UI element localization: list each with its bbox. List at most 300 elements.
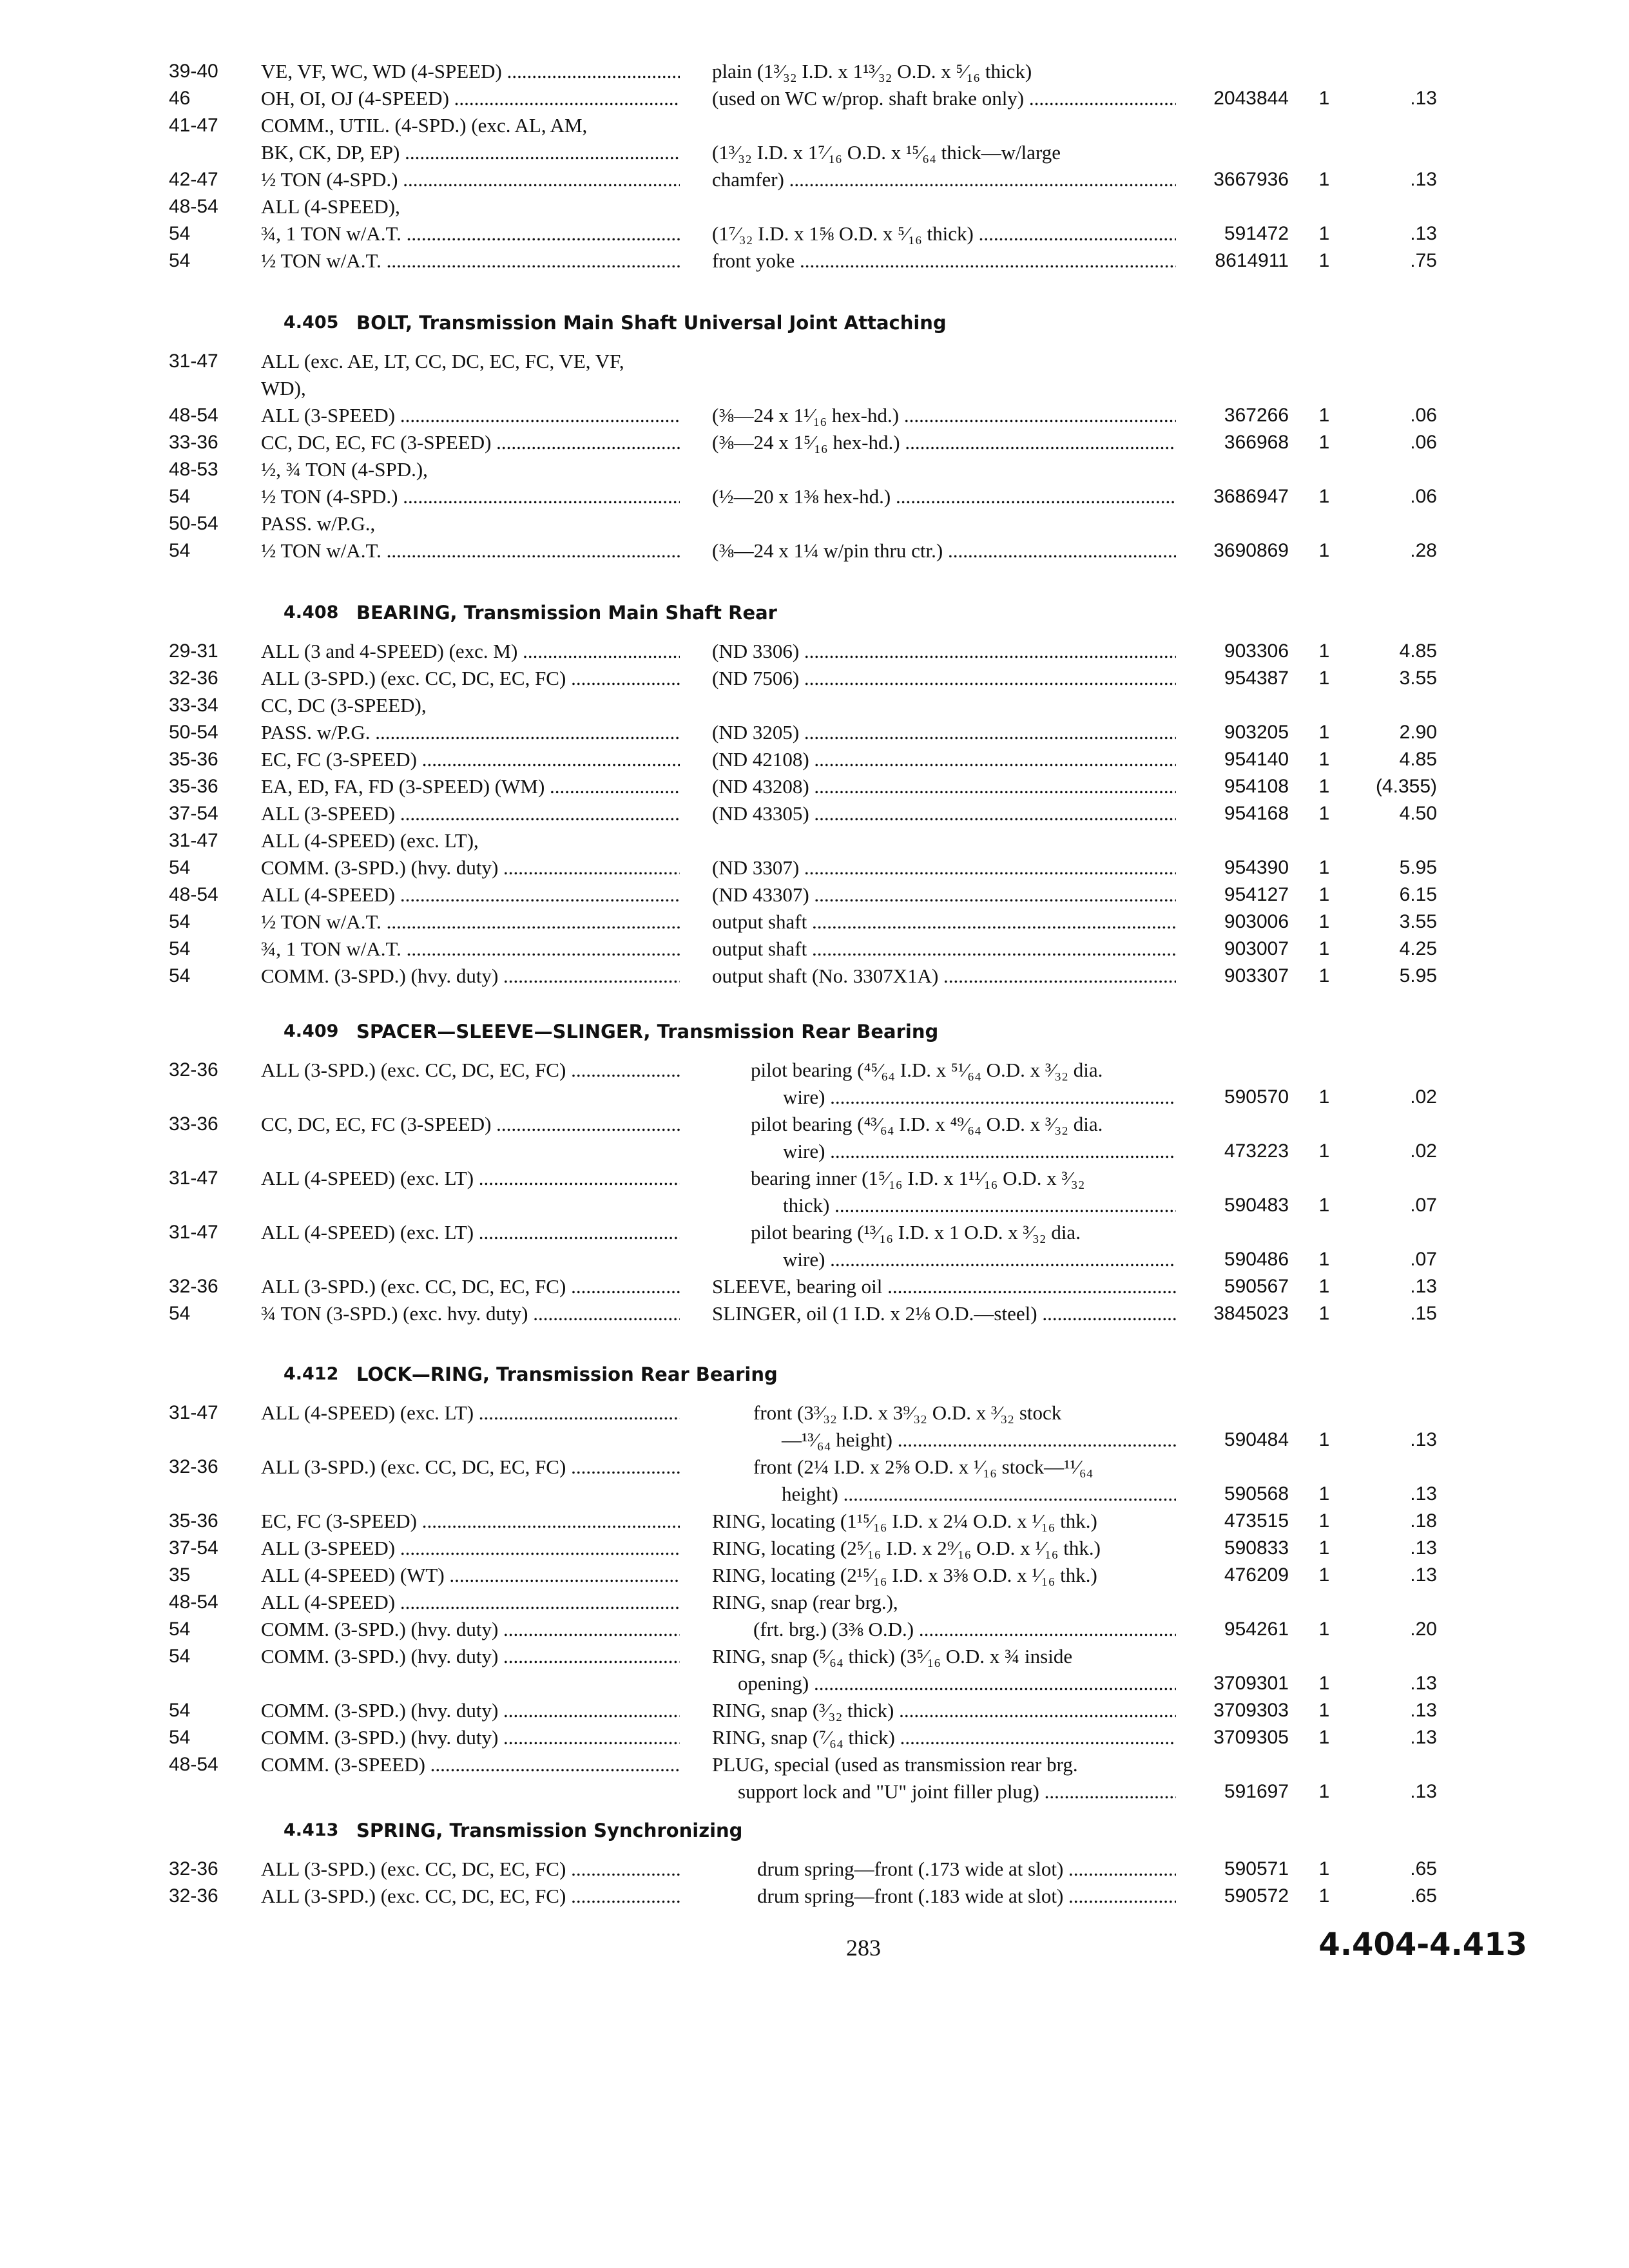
part-number-cell: 473515: [1224, 1510, 1289, 1532]
quantity-cell: 1: [1318, 1700, 1330, 1721]
price-cell: 5.95: [1399, 857, 1437, 878]
section-heading: [0, 598, 1629, 628]
part-number-cell: 903306: [1224, 640, 1289, 662]
price-cell: (4.355): [1375, 776, 1437, 797]
parts-row: [0, 1724, 1629, 1751]
parts-row: [0, 193, 1629, 220]
year-cell: 54: [169, 1619, 191, 1640]
year-cell: 31-47: [169, 1402, 218, 1423]
description-cell: wire) .....: [712, 1138, 1176, 1165]
quantity-cell: 1: [1318, 938, 1330, 959]
parts-row: [0, 936, 1629, 963]
price-cell: .02: [1410, 1140, 1437, 1162]
description-cell: plain (1³⁄₃₂ I.D. x 1¹³⁄₃₂ O.D. x ⁵⁄₁₆ thick): [712, 60, 1032, 82]
price-cell: .13: [1410, 1483, 1437, 1504]
parts-row: [0, 483, 1629, 510]
parts-row: [0, 1246, 1629, 1273]
parts-row: [0, 1273, 1629, 1300]
year-cell: 29-31: [169, 640, 218, 662]
model-cell: ½ TON w/A.T. .....: [261, 537, 680, 564]
description-cell: opening) .....: [712, 1670, 1176, 1697]
description-cell: (ND 43305) .....: [712, 800, 1176, 827]
price-cell: .07: [1410, 1249, 1437, 1270]
price-cell: .06: [1410, 405, 1437, 426]
quantity-cell: 1: [1318, 432, 1330, 453]
parts-row: [0, 85, 1629, 112]
year-cell: 54: [169, 857, 191, 878]
part-number-cell: 590570: [1224, 1086, 1289, 1108]
model-cell: ALL (exc. AE, LT, CC, DC, EC, FC, VE, VF,: [261, 350, 624, 372]
parts-row: [0, 375, 1629, 402]
part-number-cell: 3686947: [1213, 486, 1289, 507]
quantity-cell: 1: [1318, 1086, 1330, 1108]
part-number-cell: 590567: [1224, 1276, 1289, 1297]
description-cell: chamfer) .....: [712, 166, 1176, 193]
model-cell: COMM. (3-SPEED) .....: [261, 1751, 680, 1778]
description-cell: output shaft .....: [712, 908, 1176, 936]
part-number-cell: 3690869: [1213, 540, 1289, 561]
year-cell: 31-47: [169, 1222, 218, 1243]
model-cell: PASS. w/P.G.,: [261, 512, 376, 535]
description-cell: (ND 43208) .....: [712, 773, 1176, 800]
price-cell: .13: [1410, 1700, 1437, 1721]
model-cell: ALL (3-SPEED) .....: [261, 402, 680, 429]
quantity-cell: 1: [1318, 1564, 1330, 1586]
parts-row: [0, 773, 1629, 800]
year-cell: 32-36: [169, 1276, 218, 1297]
year-cell: 32-36: [169, 668, 218, 689]
parts-row: [0, 1138, 1629, 1165]
description-cell: (ND 43307) .....: [712, 881, 1176, 908]
parts-row: [0, 1300, 1629, 1327]
price-cell: .02: [1410, 1086, 1437, 1108]
part-number-cell: 8614911: [1215, 250, 1289, 271]
model-cell: EC, FC (3-SPEED) .....: [261, 746, 680, 773]
model-cell: COMM. (3-SPD.) (hvy. duty) .....: [261, 1643, 680, 1670]
section-number: 4.412: [284, 1364, 339, 1384]
price-cell: .28: [1410, 540, 1437, 561]
price-cell: 3.55: [1399, 668, 1437, 689]
section-heading: [0, 1017, 1629, 1046]
part-number-cell: 903006: [1224, 911, 1289, 932]
parts-row: [0, 456, 1629, 483]
parts-row: [0, 429, 1629, 456]
part-number-cell: 954261: [1224, 1619, 1289, 1640]
model-cell: ALL (3-SPD.) (exc. CC, DC, EC, FC) .....: [261, 1454, 680, 1481]
parts-row: [0, 1856, 1629, 1883]
description-cell: RING, snap (rear brg.),: [712, 1591, 898, 1613]
year-cell: 54: [169, 1646, 191, 1667]
year-cell: 31-47: [169, 1168, 218, 1189]
price-cell: .07: [1410, 1195, 1437, 1216]
quantity-cell: 1: [1318, 911, 1330, 932]
year-cell: 54: [169, 911, 191, 932]
price-cell: .13: [1410, 1276, 1437, 1297]
description-cell: front yoke .....: [712, 247, 1176, 274]
section-title: SPACER—SLEEVE—SLINGER, Transmission Rear Bearing: [356, 1021, 939, 1043]
part-number-cell: 954168: [1224, 803, 1289, 824]
description-cell: drum spring—front (.183 wide at slot) .....: [712, 1883, 1176, 1910]
part-number-cell: 2043844: [1213, 88, 1289, 109]
description-cell: SLEEVE, bearing oil .....: [712, 1273, 1176, 1300]
price-cell: .13: [1410, 1727, 1437, 1748]
price-cell: .18: [1410, 1510, 1437, 1532]
quantity-cell: 1: [1318, 1249, 1330, 1270]
section-number: 4.405: [284, 312, 339, 332]
parts-row: [0, 58, 1629, 85]
section-title: SPRING, Transmission Synchronizing: [356, 1820, 743, 1841]
model-cell: ¾, 1 TON w/A.T. .....: [261, 220, 680, 247]
part-number-cell: 367266: [1224, 405, 1289, 426]
year-cell: 35-36: [169, 1510, 218, 1532]
parts-row: [0, 1535, 1629, 1562]
section-number: 4.408: [284, 602, 339, 622]
quantity-cell: 1: [1318, 640, 1330, 662]
quantity-cell: 1: [1318, 1537, 1330, 1559]
part-number-cell: 590486: [1224, 1249, 1289, 1270]
quantity-cell: 1: [1318, 1510, 1330, 1532]
part-number-cell: 590571: [1224, 1858, 1289, 1879]
year-cell: 33-36: [169, 432, 218, 453]
parts-row: [0, 963, 1629, 990]
section-heading: [0, 1360, 1629, 1389]
description-cell: PLUG, special (used as transmission rear brg.: [712, 1753, 1078, 1776]
part-number-cell: 3667936: [1213, 169, 1289, 190]
description-cell: pilot bearing (⁴³⁄₆₄ I.D. x ⁴⁹⁄₆₄ O.D. x ³⁄₃₂ dia.: [751, 1113, 1103, 1135]
parts-row: [0, 1165, 1629, 1192]
year-cell: 54: [169, 1700, 191, 1721]
model-cell: ALL (4-SPEED) (exc. LT) .....: [261, 1219, 680, 1246]
model-cell: ½ TON (4-SPD.) .....: [261, 483, 680, 510]
year-cell: 33-36: [169, 1113, 218, 1135]
model-cell: COMM. (3-SPD.) (hvy. duty) .....: [261, 1616, 680, 1643]
parts-row: [0, 1111, 1629, 1138]
quantity-cell: 1: [1318, 1858, 1330, 1879]
quantity-cell: 1: [1318, 1727, 1330, 1748]
parts-row: [0, 348, 1629, 375]
model-cell: COMM. (3-SPD.) (hvy. duty) .....: [261, 963, 680, 990]
quantity-cell: 1: [1318, 857, 1330, 878]
year-cell: 48-54: [169, 405, 218, 426]
description-cell: (ND 7506) .....: [712, 665, 1176, 692]
description-cell: RING, snap (³⁄₃₂ thick) .....: [712, 1697, 1176, 1724]
model-cell: ¾ TON (3-SPD.) (exc. hvy. duty) .....: [261, 1300, 680, 1327]
part-number-cell: 590484: [1224, 1429, 1289, 1450]
description-cell: (1⁷⁄₃₂ I.D. x 1⅝ O.D. x ⁵⁄₁₆ thick) .....: [712, 220, 1176, 247]
model-cell: ½ TON w/A.T. .....: [261, 247, 680, 274]
year-cell: 48-54: [169, 884, 218, 905]
description-cell: wire) .....: [712, 1084, 1176, 1111]
model-cell: CC, DC (3-SPEED),: [261, 694, 427, 716]
parts-row: [0, 1481, 1629, 1508]
parts-row: [0, 1084, 1629, 1111]
part-number-cell: 903307: [1224, 965, 1289, 986]
description-cell: RING, snap (⁵⁄₆₄ thick) (3⁵⁄₁₆ O.D. x ¾ inside: [712, 1645, 1073, 1667]
price-cell: .13: [1410, 1429, 1437, 1450]
price-cell: .15: [1410, 1303, 1437, 1324]
year-cell: 37-54: [169, 1537, 218, 1559]
parts-row: [0, 1670, 1629, 1697]
model-cell: BK, CK, DP, EP) .....: [261, 139, 680, 166]
section-range: 4.404-4.413: [1318, 1927, 1527, 1963]
model-cell: ¾, 1 TON w/A.T. .....: [261, 936, 680, 963]
description-cell: (ND 3205) .....: [712, 719, 1176, 746]
description-cell: wire) .....: [712, 1246, 1176, 1273]
model-cell: ALL (4-SPEED) (WT) .....: [261, 1562, 680, 1589]
quantity-cell: 1: [1318, 540, 1330, 561]
year-cell: 50-54: [169, 513, 218, 534]
model-cell: CC, DC, EC, FC (3-SPEED) .....: [261, 429, 680, 456]
year-cell: 54: [169, 965, 191, 986]
part-number-cell: 954108: [1224, 776, 1289, 797]
parts-row: [0, 854, 1629, 881]
parts-row: [0, 800, 1629, 827]
year-cell: 32-36: [169, 1885, 218, 1907]
year-cell: 35: [169, 1564, 191, 1586]
price-cell: 3.55: [1399, 911, 1437, 932]
description-cell: front (3³⁄₃₂ I.D. x 3⁹⁄₃₂ O.D. x ³⁄₃₂ stock: [753, 1401, 1062, 1424]
section-number: 4.409: [284, 1021, 339, 1041]
part-number-cell: 954127: [1224, 884, 1289, 905]
part-number-cell: 3709305: [1213, 1727, 1289, 1748]
description-cell: (ND 3307) .....: [712, 854, 1176, 881]
part-number-cell: 3845023: [1213, 1303, 1289, 1324]
page-number: 283: [846, 1935, 881, 1961]
price-cell: .65: [1410, 1858, 1437, 1879]
description-cell: (frt. brg.) (3⅜ O.D.) .....: [712, 1616, 1176, 1643]
model-cell: ALL (3-SPEED) .....: [261, 1535, 680, 1562]
price-cell: 4.25: [1399, 938, 1437, 959]
part-number-cell: 366968: [1224, 432, 1289, 453]
part-number-cell: 476209: [1224, 1564, 1289, 1586]
quantity-cell: 1: [1318, 1483, 1330, 1504]
parts-row: [0, 510, 1629, 537]
quantity-cell: 1: [1318, 803, 1330, 824]
description-cell: bearing inner (1⁵⁄₁₆ I.D. x 1¹¹⁄₁₆ O.D. x ³⁄₃₂: [751, 1167, 1085, 1189]
description-cell: drum spring—front (.173 wide at slot) .....: [712, 1856, 1176, 1883]
parts-row: [0, 1697, 1629, 1724]
model-cell: ALL (3-SPD.) (exc. CC, DC, EC, FC) .....: [261, 665, 680, 692]
section-heading: [0, 1816, 1629, 1845]
parts-row: [0, 1219, 1629, 1246]
price-cell: .65: [1410, 1885, 1437, 1907]
model-cell: WD),: [261, 377, 306, 399]
model-cell: ALL (4-SPEED) (exc. LT) .....: [261, 1399, 680, 1427]
parts-row: [0, 881, 1629, 908]
part-number-cell: 954387: [1224, 668, 1289, 689]
parts-row: [0, 1192, 1629, 1219]
price-cell: 4.85: [1399, 640, 1437, 662]
section-heading: [0, 308, 1629, 338]
model-cell: PASS. w/P.G. .....: [261, 719, 680, 746]
year-cell: 54: [169, 223, 191, 244]
description-cell: (ND 3306) .....: [712, 638, 1176, 665]
model-cell: ½ TON w/A.T. .....: [261, 908, 680, 936]
section-number: 4.413: [284, 1820, 339, 1840]
year-cell: 33-34: [169, 695, 218, 716]
description-cell: support lock and "U" joint filler plug) .....: [712, 1778, 1176, 1805]
part-number-cell: 590483: [1224, 1195, 1289, 1216]
year-cell: 42-47: [169, 169, 218, 190]
quantity-cell: 1: [1318, 776, 1330, 797]
part-number-cell: 591697: [1224, 1781, 1289, 1802]
quantity-cell: 1: [1318, 1619, 1330, 1640]
year-cell: 35-36: [169, 776, 218, 797]
description-cell: RING, snap (⁷⁄₆₄ thick) .....: [712, 1724, 1176, 1751]
year-cell: 32-36: [169, 1858, 218, 1879]
parts-row: [0, 537, 1629, 564]
model-cell: ALL (3-SPD.) (exc. CC, DC, EC, FC) .....: [261, 1273, 680, 1300]
model-cell: VE, VF, WC, WD (4-SPEED) .....: [261, 58, 680, 85]
description-cell: —¹³⁄₆₄ height) .....: [712, 1427, 1176, 1454]
description-cell: thick) .....: [712, 1192, 1176, 1219]
year-cell: 37-54: [169, 803, 218, 824]
model-cell: CC, DC, EC, FC (3-SPEED) .....: [261, 1111, 680, 1138]
quantity-cell: 1: [1318, 722, 1330, 743]
parts-row: [0, 638, 1629, 665]
price-cell: .13: [1410, 1564, 1437, 1586]
quantity-cell: 1: [1318, 1303, 1330, 1324]
year-cell: 32-36: [169, 1059, 218, 1081]
part-number-cell: 3709301: [1213, 1673, 1289, 1694]
quantity-cell: 1: [1318, 88, 1330, 109]
part-number-cell: 590572: [1224, 1885, 1289, 1907]
year-cell: 48-53: [169, 459, 218, 480]
year-cell: 32-36: [169, 1456, 218, 1477]
price-cell: .75: [1410, 250, 1437, 271]
year-cell: 54: [169, 1727, 191, 1748]
description-cell: RING, locating (2⁵⁄₁₆ I.D. x 2⁹⁄₁₆ O.D. x ¹⁄₁₆ thk.): [712, 1537, 1101, 1559]
description-cell: output shaft (No. 3307X1A) .....: [712, 963, 1176, 990]
model-cell: EC, FC (3-SPEED) .....: [261, 1508, 680, 1535]
year-cell: 39-40: [169, 61, 218, 82]
description-cell: RING, locating (2¹⁵⁄₁₆ I.D. x 3⅜ O.D. x ¹⁄₁₆ thk.): [712, 1564, 1097, 1586]
parts-row: [0, 908, 1629, 936]
part-number-cell: 3709303: [1213, 1700, 1289, 1721]
part-number-cell: 591472: [1224, 223, 1289, 244]
price-cell: .20: [1410, 1619, 1437, 1640]
parts-row: [0, 220, 1629, 247]
model-cell: COMM. (3-SPD.) (hvy. duty) .....: [261, 854, 680, 881]
parts-row: [0, 1454, 1629, 1481]
parts-row: [0, 665, 1629, 692]
part-number-cell: 954140: [1224, 749, 1289, 770]
price-cell: 5.95: [1399, 965, 1437, 986]
quantity-cell: 1: [1318, 749, 1330, 770]
parts-row: [0, 1778, 1629, 1805]
parts-row: [0, 139, 1629, 166]
price-cell: .13: [1410, 1673, 1437, 1694]
model-cell: ALL (3-SPD.) (exc. CC, DC, EC, FC) .....: [261, 1856, 680, 1883]
year-cell: 50-54: [169, 722, 218, 743]
price-cell: .13: [1410, 223, 1437, 244]
price-cell: 4.85: [1399, 749, 1437, 770]
section-title: LOCK—RING, Transmission Rear Bearing: [356, 1363, 778, 1385]
parts-row: [0, 719, 1629, 746]
parts-row: [0, 166, 1629, 193]
price-cell: .13: [1410, 169, 1437, 190]
part-number-cell: 903205: [1224, 722, 1289, 743]
section-title: BOLT, Transmission Main Shaft Universal Joint Attaching: [356, 312, 947, 334]
parts-row: [0, 1751, 1629, 1778]
model-cell: COMM., UTIL. (4-SPD.) (exc. AL, AM,: [261, 114, 588, 137]
model-cell: ALL (4-SPEED) (exc. LT),: [261, 829, 479, 852]
year-cell: 31-47: [169, 830, 218, 851]
description-cell: (⅜—24 x 1⁵⁄₁₆ hex-hd.) .....: [712, 429, 1176, 456]
model-cell: ALL (4-SPEED) (exc. LT) .....: [261, 1165, 680, 1192]
description-cell: front (2¼ I.D. x 2⅝ O.D. x ¹⁄₁₆ stock—¹¹⁄₆₄: [753, 1456, 1094, 1478]
price-cell: .06: [1410, 432, 1437, 453]
price-cell: .13: [1410, 1781, 1437, 1802]
price-cell: .13: [1410, 1537, 1437, 1559]
parts-row: [0, 247, 1629, 274]
parts-row: [0, 1643, 1629, 1670]
parts-row: [0, 1883, 1629, 1910]
description-cell: pilot bearing (¹³⁄₁₆ I.D. x 1 O.D. x ³⁄₃₂ dia.: [751, 1221, 1081, 1244]
model-cell: COMM. (3-SPD.) (hvy. duty) .....: [261, 1724, 680, 1751]
year-cell: 54: [169, 250, 191, 271]
year-cell: 41-47: [169, 115, 218, 136]
description-cell: (½—20 x 1⅜ hex-hd.) .....: [712, 483, 1176, 510]
year-cell: 48-54: [169, 196, 218, 217]
description-cell: height) .....: [712, 1481, 1176, 1508]
model-cell: COMM. (3-SPD.) (hvy. duty) .....: [261, 1697, 680, 1724]
model-cell: ALL (3 and 4-SPEED) (exc. M) .....: [261, 638, 680, 665]
part-number-cell: 590833: [1224, 1537, 1289, 1559]
section-title: BEARING, Transmission Main Shaft Rear: [356, 602, 777, 624]
model-cell: ALL (3-SPEED) .....: [261, 800, 680, 827]
quantity-cell: 1: [1318, 486, 1330, 507]
description-cell: SLINGER, oil (1 I.D. x 2⅛ O.D.—steel) .....: [712, 1300, 1176, 1327]
year-cell: 54: [169, 486, 191, 507]
model-cell: ALL (3-SPD.) (exc. CC, DC, EC, FC) .....: [261, 1057, 680, 1084]
year-cell: 35-36: [169, 749, 218, 770]
quantity-cell: 1: [1318, 1885, 1330, 1907]
parts-row: [0, 692, 1629, 719]
price-cell: 6.15: [1399, 884, 1437, 905]
model-cell: ALL (4-SPEED) .....: [261, 881, 680, 908]
quantity-cell: 1: [1318, 884, 1330, 905]
quantity-cell: 1: [1318, 405, 1330, 426]
model-cell: ALL (4-SPEED) .....: [261, 1589, 680, 1616]
price-cell: .06: [1410, 486, 1437, 507]
parts-row: [0, 746, 1629, 773]
parts-row: [0, 112, 1629, 139]
parts-row: [0, 1399, 1629, 1427]
quantity-cell: 1: [1318, 250, 1330, 271]
description-cell: output shaft .....: [712, 936, 1176, 963]
description-cell: (⅜—24 x 1¹⁄₁₆ hex-hd.) .....: [712, 402, 1176, 429]
quantity-cell: 1: [1318, 1673, 1330, 1694]
model-cell: ALL (3-SPD.) (exc. CC, DC, EC, FC) .....: [261, 1883, 680, 1910]
part-number-cell: 903007: [1224, 938, 1289, 959]
year-cell: 54: [169, 540, 191, 561]
price-cell: 2.90: [1399, 722, 1437, 743]
part-number-cell: 590568: [1224, 1483, 1289, 1504]
year-cell: 54: [169, 938, 191, 959]
description-cell: RING, locating (1¹⁵⁄₁₆ I.D. x 2¼ O.D. x ¹⁄₁₆ thk.): [712, 1510, 1097, 1532]
year-cell: 46: [169, 88, 191, 109]
quantity-cell: 1: [1318, 223, 1330, 244]
model-cell: ALL (4-SPEED),: [261, 195, 400, 218]
model-cell: EA, ED, FA, FD (3-SPEED) (WM) .....: [261, 773, 680, 800]
description-cell: (ND 42108) .....: [712, 746, 1176, 773]
quantity-cell: 1: [1318, 1429, 1330, 1450]
quantity-cell: 1: [1318, 1195, 1330, 1216]
parts-row: [0, 1427, 1629, 1454]
parts-row: [0, 1589, 1629, 1616]
part-number-cell: 473223: [1224, 1140, 1289, 1162]
